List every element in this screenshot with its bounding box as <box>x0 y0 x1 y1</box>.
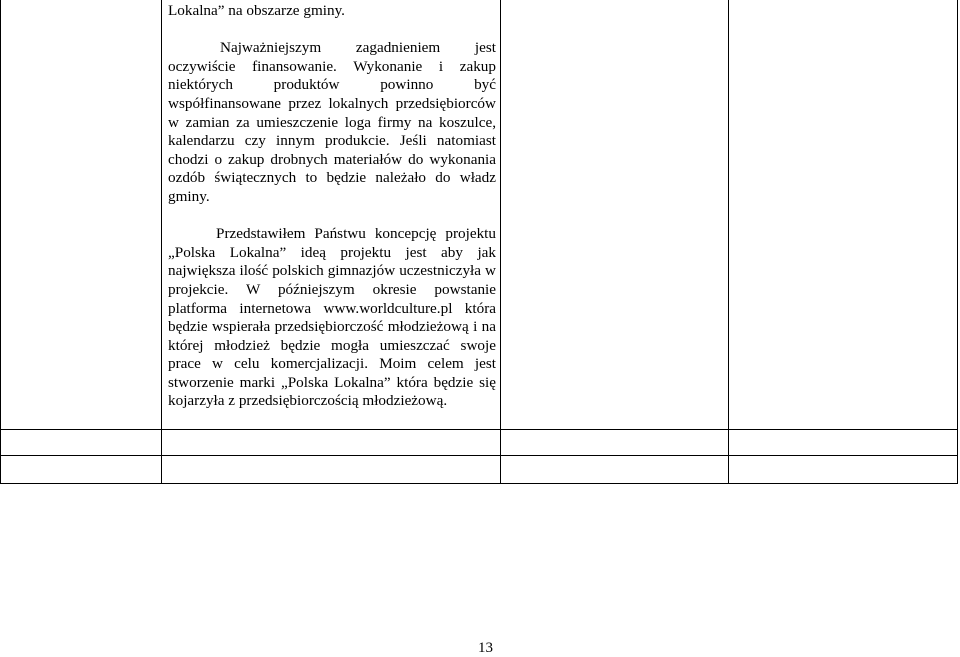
table-border-right <box>957 0 958 484</box>
table-column-divider <box>728 0 729 484</box>
table-border-bottom <box>0 483 958 484</box>
table-row-divider <box>0 429 958 430</box>
table-column-divider <box>500 0 501 484</box>
table-row-divider <box>0 455 958 456</box>
table-cell-content <box>168 2 496 411</box>
page-number: 13 <box>478 640 493 656</box>
table-border-left <box>0 0 1 484</box>
paragraph: Przedstawiłem Państwu koncepcję projektu „Polska Lokalna” ideą projektu jest aby jak największa ilość polskich gimnazjów uczestniczyła w projekcie. W późniejszym okresie powstanie platforma internetowa www.worldculture.pl która będzie wspierała przedsiębiorczość młodzieżową i na której młodzież będzie mogła umieszczać swoje prace w celu komercjalizacji. Moim celem jest stworzenie marki „Polska Lokalna” która będzie się kojarzyła z przedsiębiorczością młodzieżową. <box>168 225 496 410</box>
paragraph: Lokalna” na obszarze gminy. <box>168 2 345 19</box>
paragraph: Najważniejszym zagadnieniem jest oczywiście finansowanie. Wykonanie i zakup niektórych produktów powinno być współfinansowane przez lokalnych przedsiębiorców w zamian za umieszczenie loga firmy na koszulce, kalendarzu czy innym produkcie. Jeśli natomiast chodzi o zakup drobnych materiałów do wykonania ozdób świątecznych to będzie należało do władz gminy. <box>168 39 496 205</box>
table-column-divider <box>161 0 162 484</box>
